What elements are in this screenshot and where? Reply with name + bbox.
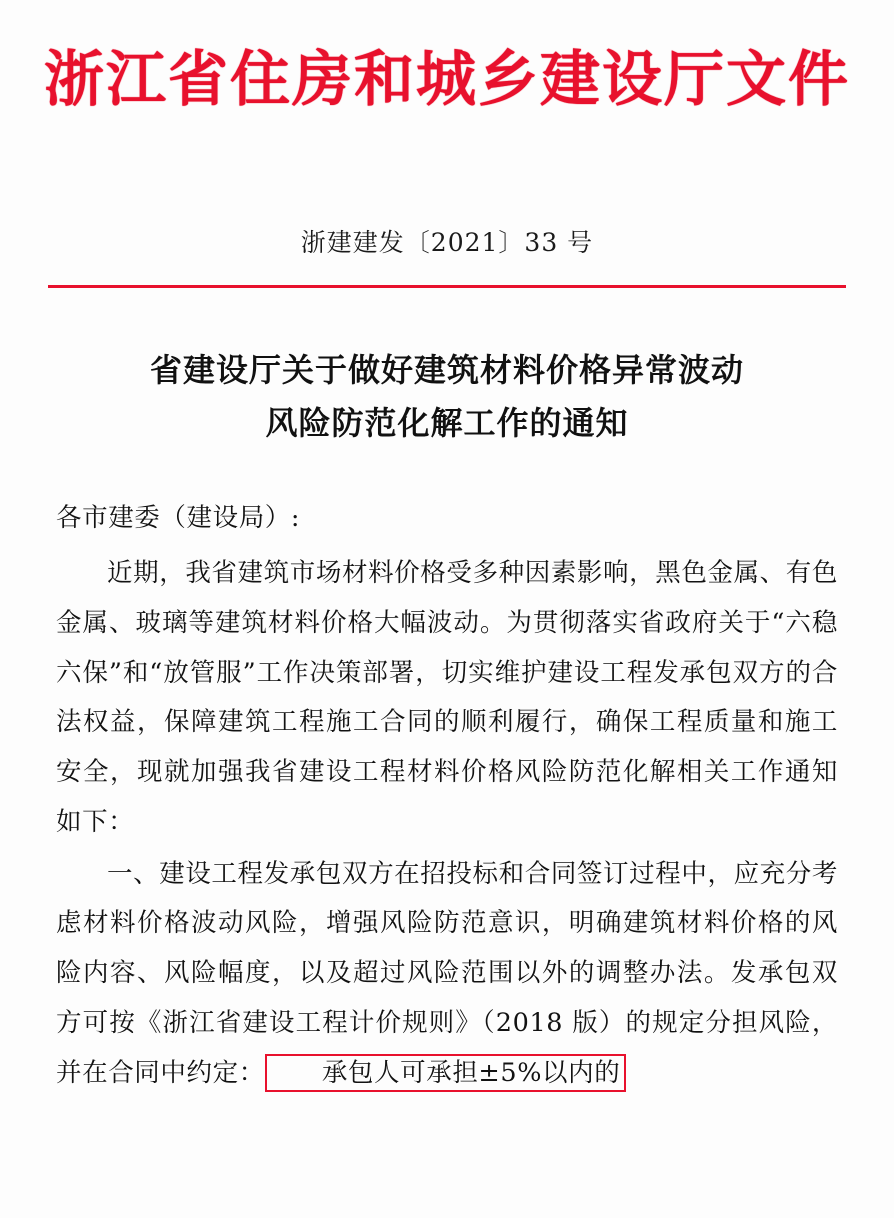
page-title-line-1: 省建设厅关于做好建筑材料价格异常波动 (149, 351, 744, 389)
document-body (56, 494, 838, 1099)
highlighted-clause: 承包人可承担±5%以内的 (265, 1054, 627, 1092)
masthead (0, 0, 894, 115)
salutation: 各市建委（建设局）: (56, 502, 301, 533)
body-paragraph-item-one (56, 850, 838, 1099)
page-title-line-2: 风险防范化解工作的通知 (265, 403, 629, 442)
item-one-text: 一、建设工程发承包双方在招投标和合同签订过程中，应充分考虑材料价格波动风险，增强风险防范意识，明确建筑材料价格的风险内容、风险幅度，以及超过风险范围以外的调整办法。发承包双方可按《浙江省建设工程计价规则》（2018 版）的规定分担风险，并在合同中约定： (56, 858, 838, 1088)
masthead-title: 浙江省住房和城乡建设厅文件 (44, 45, 850, 115)
page-title (70, 344, 824, 450)
body-paragraph-1: 近期，我省建筑市场材料价格受多种因素影响，黑色金属、有色金属、玻璃等建筑材料价格大幅波动。为贯彻落实省政府关于“六稳六保”和“放管服”工作决策部署，切实维护建设工程发承包双方的合法权益，保障建筑工程施工合同的顺利履行，确保工程质量和施工安全，现就加强我省建设工程材料价格风险防范化解相关工作通知如下： (56, 558, 838, 837)
red-divider-rule (48, 285, 846, 288)
document-number: 浙建建发〔2021〕33 号 (300, 228, 594, 257)
